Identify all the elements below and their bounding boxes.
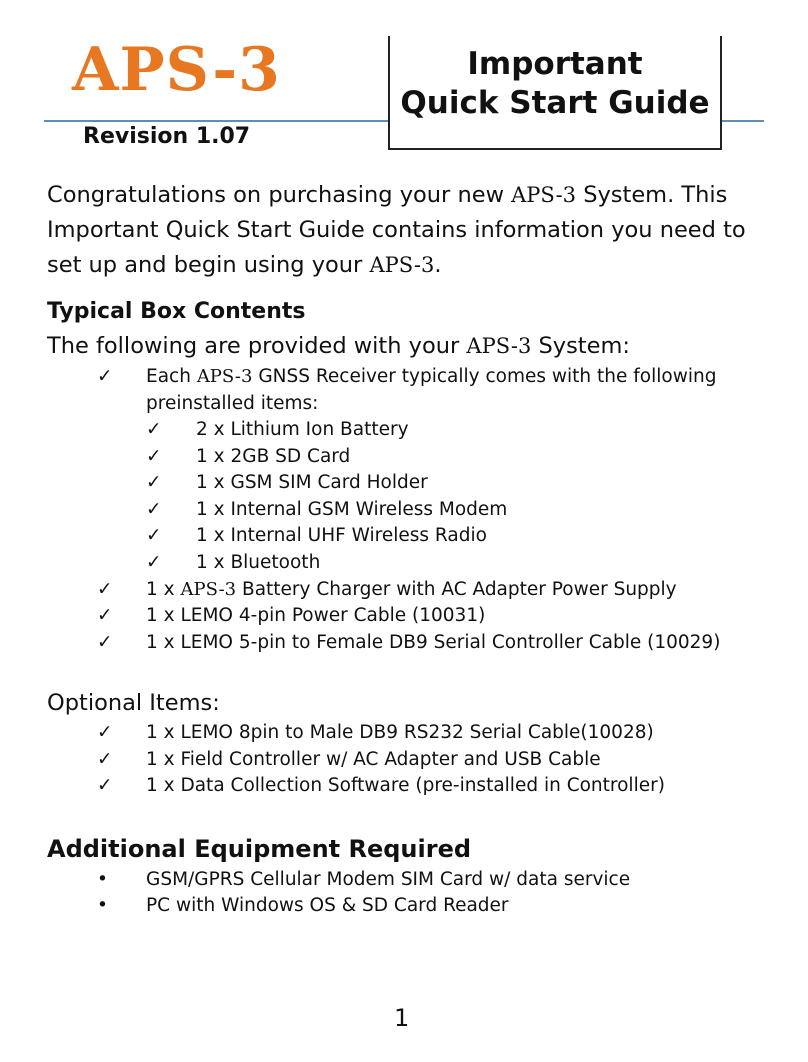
checkmark-icon: ✓	[97, 579, 113, 600]
receiver-text-3: preinstalled items:	[146, 392, 319, 414]
optional-item	[97, 720, 654, 747]
charger-text-2: Battery Charger with AC Adapter Power Supply	[236, 579, 677, 600]
receiver-product-name: APS-3	[196, 366, 253, 387]
checkmark-icon: ✓	[146, 419, 162, 440]
header-rule-right	[722, 120, 764, 122]
intro-product-name: APS-3	[511, 183, 577, 207]
header-rule-left	[44, 120, 388, 122]
additional-item	[97, 867, 630, 894]
sub-list-item-text: 1 x 2GB SD Card	[196, 446, 351, 467]
list-item-receiver	[97, 364, 737, 417]
checkmark-icon: ✓	[146, 525, 162, 546]
list-item-text: 1 x LEMO 5-pin to Female DB9 Serial Controller Cable (10029)	[146, 632, 721, 653]
sub-list-item	[146, 444, 350, 471]
checkmark-icon: ✓	[146, 472, 162, 493]
box-contents-lead	[47, 333, 630, 360]
checkmark-icon: ✓	[146, 499, 162, 520]
intro-text-3: .	[434, 252, 442, 278]
product-logo: APS-3	[72, 35, 281, 105]
additional-heading: Additional Equipment Required	[47, 835, 472, 863]
checkmark-icon: ✓	[146, 446, 162, 467]
sub-list-item	[146, 470, 428, 497]
bullet-icon: •	[97, 869, 108, 890]
intro-text-2: System. This Important Quick Start Guide contains information you need to set up and begin using your	[47, 182, 746, 278]
list-item	[97, 603, 485, 630]
checkmark-icon: ✓	[146, 552, 162, 573]
lead-product-name: APS-3	[466, 334, 532, 358]
additional-item-text: PC with Windows OS & SD Card Reader	[146, 895, 509, 916]
sub-list-item-text: 1 x Internal UHF Wireless Radio	[196, 525, 487, 546]
title-box	[388, 36, 722, 150]
optional-item-text: 1 x Field Controller w/ AC Adapter and USB Cable	[146, 749, 601, 770]
box-contents-heading: Typical Box Contents	[47, 299, 306, 324]
checkmark-icon: ✓	[97, 722, 113, 743]
sub-list-item-text: 1 x GSM SIM Card Holder	[196, 472, 428, 493]
checkmark-icon: ✓	[97, 366, 113, 387]
intro-product-name-2: APS-3	[369, 253, 435, 277]
title-line-1: Important	[467, 46, 643, 82]
sub-list-item-text: 1 x Bluetooth	[196, 552, 321, 573]
page-number: 1	[394, 1004, 410, 1032]
revision-label: Revision 1.07	[83, 124, 251, 149]
optional-item-text: 1 x LEMO 8pin to Male DB9 RS232 Serial Cable(10028)	[146, 722, 654, 743]
additional-item	[97, 893, 509, 920]
optional-item	[97, 747, 601, 774]
charger-product-name: APS-3	[180, 579, 237, 600]
optional-heading: Optional Items:	[47, 690, 220, 716]
checkmark-icon: ✓	[97, 749, 113, 770]
lead-text-2: System:	[531, 333, 630, 359]
bullet-icon: •	[97, 895, 108, 916]
list-item-charger	[97, 577, 677, 604]
sub-list-item	[146, 550, 320, 577]
list-item-text: 1 x LEMO 4-pin Power Cable (10031)	[146, 605, 486, 626]
additional-item-text: GSM/GPRS Cellular Modem SIM Card w/ data service	[146, 869, 631, 890]
checkmark-icon: ✓	[97, 632, 113, 653]
title-line-2: Quick Start Guide	[400, 85, 710, 121]
sub-list-item-text: 1 x Internal GSM Wireless Modem	[196, 499, 508, 520]
checkmark-icon: ✓	[97, 775, 113, 796]
receiver-text-2: GNSS Receiver typically comes with the following	[252, 366, 717, 387]
intro-paragraph	[47, 178, 767, 283]
optional-item	[97, 773, 665, 800]
sub-list-item	[146, 417, 409, 444]
optional-item-text: 1 x Data Collection Software (pre-installed in Controller)	[146, 775, 665, 796]
intro-text-1: Congratulations on purchasing your new	[47, 182, 512, 208]
list-item	[97, 630, 720, 657]
receiver-text-1: Each	[146, 366, 197, 387]
sub-list-item	[146, 523, 487, 550]
lead-text-1: The following are provided with your	[47, 333, 467, 359]
sub-list-item-text: 2 x Lithium Ion Battery	[196, 419, 409, 440]
charger-text-1: 1 x	[146, 579, 181, 600]
sub-list-item	[146, 497, 507, 524]
checkmark-icon: ✓	[97, 605, 113, 626]
